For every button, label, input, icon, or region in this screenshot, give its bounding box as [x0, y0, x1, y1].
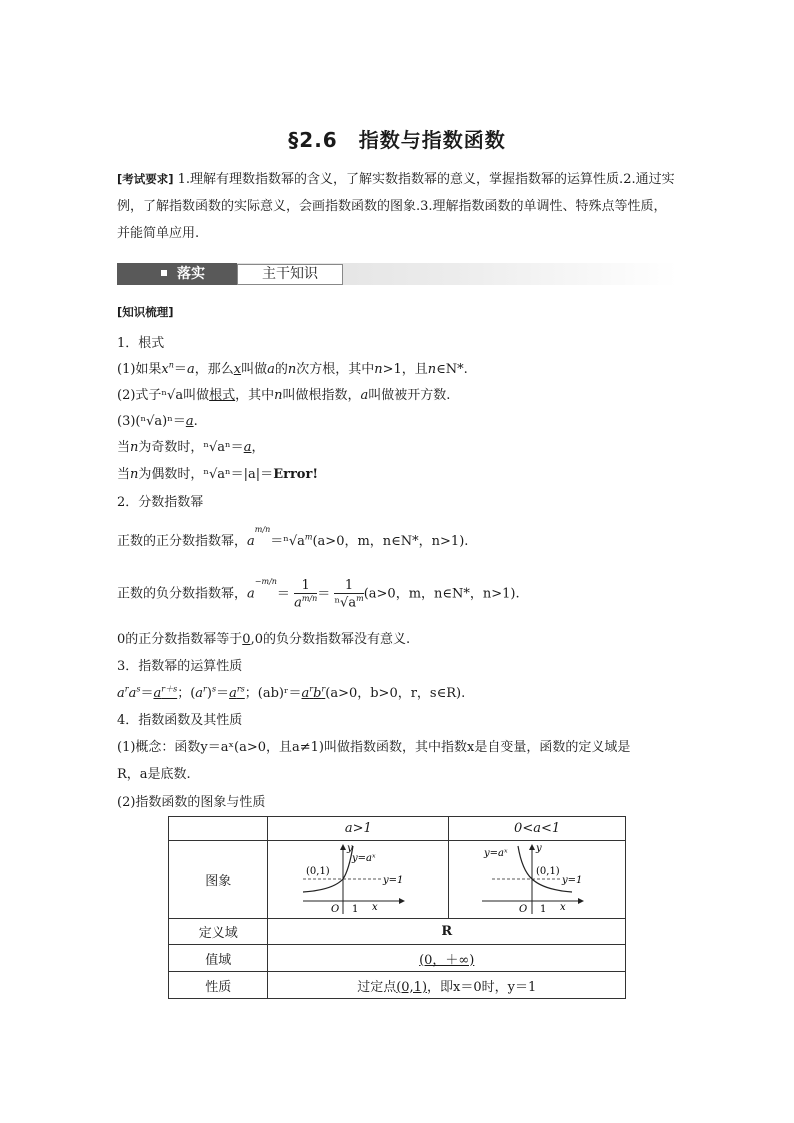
root-def-3	[117, 410, 198, 429]
graph-increasing	[303, 842, 413, 914]
header-a-lt-1: 0<a<1	[449, 817, 626, 841]
t: (1)如果	[117, 362, 162, 377]
exp-func-def: (1)概念：函数y＝aˣ(a>0，且a≠1)叫做指数函数，其中指数x是自变量，函数的定义域是	[117, 740, 631, 755]
t: .	[193, 414, 198, 429]
t: (a>0，b>0，r，s∈R).	[325, 686, 466, 701]
graph-a-lt-1	[449, 841, 626, 919]
t: 的负分数指数幂没有意义.	[262, 632, 411, 647]
t: a	[360, 388, 369, 403]
t: ，其中	[235, 388, 275, 403]
even-case	[117, 463, 318, 482]
t: a	[247, 586, 255, 602]
label-graph: 图象	[169, 841, 268, 919]
answer-x: x	[233, 362, 242, 377]
odd-case	[117, 436, 264, 455]
page-title: §2.6 指数与指数函数	[288, 128, 506, 152]
knowledge-header: [知识梳理]	[117, 305, 174, 319]
fraction-2	[334, 578, 363, 610]
t: ＝	[140, 686, 154, 701]
fraction-1	[294, 578, 317, 610]
t: 叫做	[241, 362, 268, 377]
answer-0: 0	[242, 632, 251, 647]
t: ＝	[173, 362, 187, 377]
point-label: (0,1)	[306, 865, 331, 877]
exp-func-def-cont: R，a是底数.	[117, 767, 191, 782]
origin-label: O	[519, 903, 528, 914]
t: n	[287, 362, 297, 377]
graph-a-gt-1	[268, 841, 449, 919]
t: 正数的正分数指数幂，	[117, 534, 248, 549]
range-value: (0，＋∞)	[268, 945, 626, 972]
t: ＝	[276, 586, 290, 602]
answer-point: (0,1)	[396, 979, 428, 995]
t: (a>0，m，n∈N*，n>1).	[363, 586, 520, 602]
t: 1	[294, 578, 317, 594]
negative-fraction-exp	[117, 578, 520, 610]
t: $^n√a^m$	[334, 594, 364, 611]
t: $a^r$	[195, 684, 207, 701]
header-empty	[169, 817, 268, 841]
t: x	[161, 362, 169, 377]
banner-left-label: 落实	[177, 266, 205, 282]
one-label: 1	[540, 903, 547, 914]
exp-function-table	[168, 816, 626, 999]
t: m	[304, 532, 313, 542]
t: 叫做被开方数.	[368, 388, 451, 403]
line-label: y=1	[383, 874, 404, 886]
property-value	[268, 972, 626, 999]
error-text: Error!	[273, 467, 319, 482]
section-2-heading: 2．分数指数幂	[117, 495, 204, 510]
t: a	[247, 534, 255, 549]
exam-requirements	[117, 166, 677, 247]
answer-a: a	[243, 440, 252, 455]
t: (a>0，m，n∈N*，n>1).	[312, 534, 469, 549]
line-label: y=1	[562, 874, 583, 886]
t: $a^ra^s$	[117, 684, 141, 701]
t: 过定点	[357, 979, 397, 995]
table-row-domain	[169, 919, 626, 945]
table-row-range	[169, 945, 626, 972]
t: ⁿ√a	[161, 388, 184, 403]
t: 为偶数时，ⁿ√aⁿ＝|a|＝	[138, 467, 274, 482]
table-row-graph	[169, 841, 626, 919]
section-1-heading: 1．根式	[117, 336, 165, 351]
t: ＝	[317, 586, 331, 602]
banner-right: 主干知识	[237, 264, 343, 285]
zero-exp	[117, 628, 410, 647]
answer-root: 根式	[209, 388, 236, 403]
x-axis-label: x	[372, 901, 378, 913]
label-range: 值域	[169, 945, 268, 972]
t: 正数的负分数指数幂，	[117, 586, 248, 602]
positive-fraction-exp	[117, 524, 469, 549]
domain-value: R	[268, 919, 626, 945]
t: $a^{m/n}$	[294, 594, 318, 611]
t: 叫做	[183, 388, 210, 403]
t: ＝ⁿ√a	[270, 534, 305, 549]
t: 0的正分数指数幂等于	[117, 632, 243, 647]
t: ，即x＝0时，y＝1	[427, 979, 537, 995]
t: (2)式子	[117, 388, 162, 403]
answer-a-rs: $a^{rs}$	[229, 684, 245, 701]
root-def-1	[117, 358, 468, 377]
t: 0	[254, 632, 263, 647]
t: n	[427, 362, 437, 377]
banner-left	[117, 263, 237, 285]
t: )$^s$＝	[206, 684, 230, 701]
x-axis-label: x	[560, 901, 566, 913]
point-label: (0,1)	[536, 865, 560, 877]
label-property: 性质	[169, 972, 268, 999]
t: 叫做根指数，	[282, 388, 361, 403]
section-3-heading: 3．指数幂的运算性质	[117, 659, 243, 674]
t: n	[274, 388, 283, 403]
label-domain: 定义域	[169, 919, 268, 945]
square-icon	[161, 270, 167, 276]
t: ,	[250, 632, 255, 647]
t: a	[267, 362, 275, 377]
one-label: 1	[352, 903, 359, 914]
t: 当	[117, 440, 131, 455]
t: 当	[117, 467, 131, 482]
t: 的	[274, 362, 288, 377]
t: m/n	[254, 524, 271, 534]
y-axis-label: y	[536, 842, 542, 854]
exp-rules	[117, 682, 465, 701]
t: (3)(ⁿ√a)ⁿ＝	[117, 414, 186, 429]
graph-prop-heading: (2)指数函数的图象与性质	[117, 795, 266, 810]
t: ；(ab)ʳ＝	[244, 686, 302, 701]
t: ；(	[177, 686, 196, 701]
section-banner	[117, 263, 677, 285]
answer-a: a	[185, 414, 194, 429]
t: 1	[334, 578, 363, 594]
t: >1，且	[382, 362, 428, 377]
t: 次方根，其中	[296, 362, 375, 377]
t: n	[130, 440, 139, 455]
curve-label: y=aˣ	[352, 852, 376, 864]
answer-ar-br: $a^rb^r$	[301, 684, 326, 701]
section-4-heading: 4．指数函数及其性质	[117, 713, 243, 728]
t: ，	[251, 440, 265, 455]
curve-label: y=aˣ	[484, 847, 508, 859]
y-axis-label: y	[347, 842, 353, 854]
requirements-label: [考试要求]	[117, 172, 174, 186]
origin-label: O	[331, 903, 340, 914]
t: ∈N*.	[436, 362, 468, 377]
t: ，那么	[194, 362, 234, 377]
table-row-property	[169, 972, 626, 999]
t: n	[130, 467, 139, 482]
header-a-gt-1: a>1	[268, 817, 449, 841]
t: −m/n	[254, 577, 277, 587]
table-header-row	[169, 817, 626, 841]
t: n	[374, 362, 383, 377]
t: 为奇数时，ⁿ√aⁿ＝	[138, 440, 244, 455]
answer-a-r-s: $a^{r+s}$	[153, 684, 178, 701]
graph-decreasing	[482, 842, 592, 914]
root-def-2	[117, 384, 450, 403]
requirements-text: 1.理解有理数指数幂的含义，了解实数指数幂的意义，掌握指数幂的运算性质.2.通过实例，了解指数函数的实际意义，会画指数函数的图象.3.理解指数函数的单调性、特殊点等性质，并能简单应用.	[117, 172, 675, 241]
t: a	[186, 362, 195, 377]
t: n	[168, 360, 174, 370]
